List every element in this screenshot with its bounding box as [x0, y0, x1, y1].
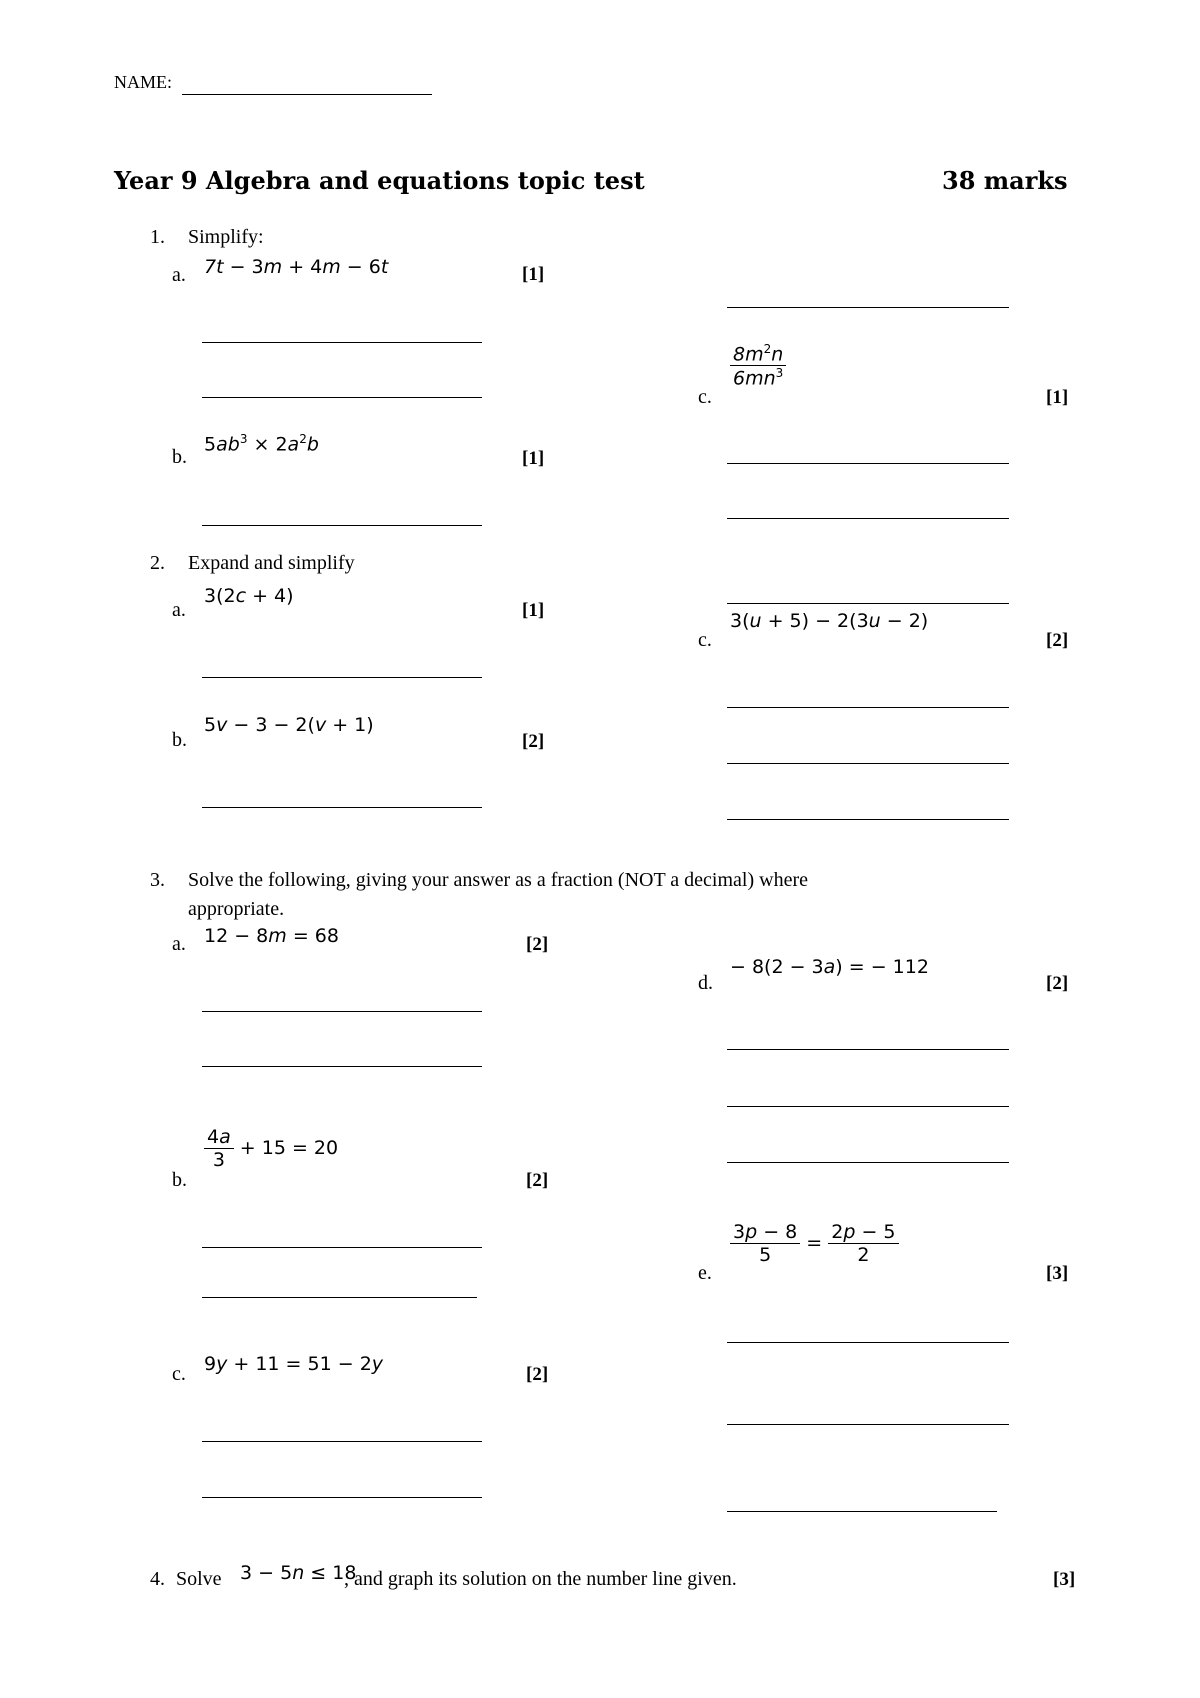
q1-number: 1. — [150, 226, 165, 248]
q3c-label: c. — [172, 1363, 186, 1385]
q3a-answer-line[interactable] — [202, 1011, 482, 1012]
q3c-answer-line[interactable] — [202, 1441, 482, 1442]
q2b-marks: [2] — [522, 731, 545, 752]
q3c-expression: 9y + 11 = 51 − 2y — [204, 1353, 384, 1375]
q3a-label: a. — [172, 933, 186, 955]
q1c-answer-line[interactable] — [727, 518, 1009, 519]
q3d-expression: − 8(2 − 3a) = − 112 — [730, 956, 929, 978]
q2c-answer-line[interactable] — [727, 819, 1009, 820]
q3-number: 3. — [150, 869, 165, 891]
q4-number: 4. — [150, 1568, 165, 1590]
q2a-answer-line[interactable] — [202, 677, 482, 678]
q3e-answer-line[interactable] — [727, 1424, 1009, 1425]
q1c-answer-line[interactable] — [727, 463, 1009, 464]
answer-line[interactable] — [727, 603, 1009, 604]
q3c-marks: [2] — [526, 1364, 549, 1385]
q3d-answer-line[interactable] — [727, 1162, 1009, 1163]
q3e-answer-line[interactable] — [727, 1511, 997, 1512]
q3e-answer-line[interactable] — [727, 1342, 1009, 1343]
name-field[interactable] — [182, 72, 432, 95]
q2c-expression: 3(u + 5) − 2(3u − 2) — [730, 610, 929, 632]
q1c-expression: $\frac{8m^2n}{6mn^3}$ — [730, 342, 786, 390]
q2b-label: b. — [172, 729, 187, 751]
q2-number: 2. — [150, 552, 165, 574]
q2-text: Expand and simplify — [188, 552, 355, 574]
q2a-marks: [1] — [522, 600, 545, 621]
q1-text: Simplify: — [188, 226, 264, 248]
q2a-expression: 3(2c + 4) — [204, 585, 294, 607]
q1a-expression: 7t − 3m + 4m − 6t — [204, 256, 389, 278]
q2b-expression: 5v − 3 − 2(v + 1) — [204, 714, 374, 736]
q3b-label: b. — [172, 1169, 187, 1191]
q1b-answer-line[interactable] — [202, 525, 482, 526]
answer-line[interactable] — [727, 307, 1009, 308]
q3e-label: e. — [698, 1262, 712, 1284]
q3-text-continued: appropriate. — [188, 898, 285, 920]
q2c-marks: [2] — [1046, 630, 1069, 651]
q3e-expression: $\frac{3p - 8}{5}$ = $\frac{2p - 5}{2}$ — [730, 1221, 899, 1266]
q3a-expression: 12 − 8m = 68 — [204, 925, 339, 947]
q3a-marks: [2] — [526, 934, 549, 955]
q4-text-after: , and graph its solution on the number line given. — [344, 1568, 737, 1590]
q4-text-before: Solve — [176, 1568, 222, 1590]
q3a-answer-line[interactable] — [202, 1066, 482, 1067]
q1c-label: c. — [698, 386, 712, 408]
q3b-answer-line[interactable] — [202, 1297, 477, 1298]
q3b-marks: [2] — [526, 1170, 549, 1191]
name-label: NAME: — [114, 72, 172, 92]
q3d-label: d. — [698, 972, 713, 994]
q3c-answer-line[interactable] — [202, 1497, 482, 1498]
q1a-label: a. — [172, 264, 186, 286]
q2c-label: c. — [698, 629, 712, 651]
q2c-answer-line[interactable] — [727, 763, 1009, 764]
q2c-answer-line[interactable] — [727, 707, 1009, 708]
page-title: Year 9 Algebra and equations topic test — [114, 166, 645, 195]
q3b-answer-line[interactable] — [202, 1247, 482, 1248]
q1b-label: b. — [172, 446, 187, 468]
q3d-marks: [2] — [1046, 973, 1069, 994]
q4-expression: 3 − 5n ≤ 18 — [240, 1562, 357, 1584]
q3-text: Solve the following, giving your answer as a fraction (NOT a decimal) where — [188, 869, 808, 891]
total-marks: 38 marks — [942, 166, 1068, 195]
q2a-label: a. — [172, 599, 186, 621]
q4-marks: [3] — [1053, 1569, 1076, 1590]
q1b-marks: [1] — [522, 448, 545, 469]
q1a-answer-line[interactable] — [202, 397, 482, 398]
q1a-answer-line[interactable] — [202, 342, 482, 343]
q1c-marks: [1] — [1046, 387, 1069, 408]
q3d-answer-line[interactable] — [727, 1106, 1009, 1107]
q2b-answer-line[interactable] — [202, 807, 482, 808]
q3d-answer-line[interactable] — [727, 1049, 1009, 1050]
q1a-marks: [1] — [522, 264, 545, 285]
q1b-expression: $5ab^3 \times 2a^2b$ — [204, 432, 319, 456]
q3e-marks: [3] — [1046, 1263, 1069, 1284]
q3b-expression: $\frac{4a}{3}$ + 15 = 20 — [204, 1126, 338, 1171]
